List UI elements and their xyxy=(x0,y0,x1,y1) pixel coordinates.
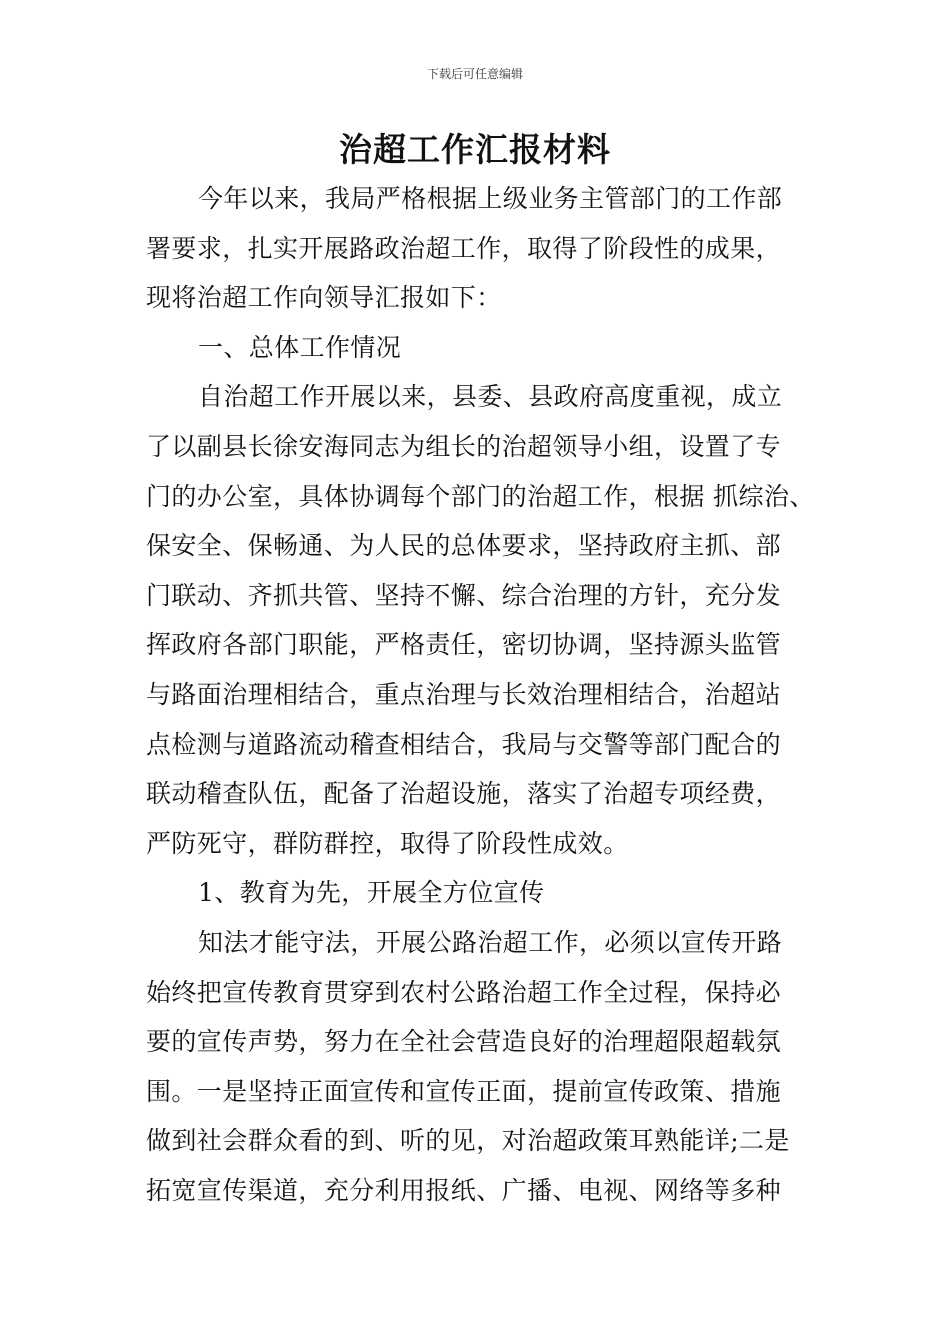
body-line: 始终把宣传教育贯穿到农村公路治超工作全过程，保持必 xyxy=(146,977,782,1007)
body-line: 知法才能守法，开展公路治超工作，必须以宣传开路 xyxy=(198,927,783,957)
body-line: 挥政府各部门职能，严格责任，密切协调，坚持源头监管 xyxy=(146,630,782,660)
body-line: 署要求，扎实开展路政治超工作，取得了阶段性的成果， xyxy=(146,233,782,263)
body-line: 今年以来，我局严格根据上级业务主管部门的工作部 xyxy=(198,184,783,213)
body-line: 严防死守，群防群控，取得了阶段性成效。 xyxy=(146,828,629,858)
body-line: 了以副县长徐安海同志为组长的治超领导小组，设置了专 xyxy=(146,431,782,461)
body-line: 与路面治理相结合，重点治理与长效治理相结合，治超站 xyxy=(146,679,782,709)
body-line: 门联动、齐抓共管、坚持不懈、综合治理的方针，充分发 xyxy=(146,580,782,610)
body-line: 门的办公室，具体协调每个部门的治超工作，根据 抓综治、 xyxy=(146,481,815,511)
body-line: 点检测与道路流动稽查相结合，我局与交警等部门配合的 xyxy=(146,729,782,759)
body-line: 自治超工作开展以来，县委、县政府高度重视，成立 xyxy=(198,382,783,412)
body-line: 围。一是坚持正面宣传和宣传正面，提前宣传政策、措施 xyxy=(146,1076,782,1106)
body-line: 1、教育为先，开展全方位宣传 xyxy=(198,878,545,908)
document-title: 治超工作汇报材料 xyxy=(339,130,611,169)
body-line: 保安全、保畅通、为人民的总体要求，坚持政府主抓、部 xyxy=(146,531,782,561)
body-line: 现将治超工作向领导汇报如下： xyxy=(146,283,502,313)
header-note: 下载后可任意编辑 xyxy=(426,67,523,81)
body-line: 联动稽查队伍，配备了治超设施，落实了治超专项经费， xyxy=(146,779,782,809)
document-body xyxy=(146,174,826,1215)
body-line: 要的宣传声势，努力在全社会营造良好的治理超限超载氛 xyxy=(146,1027,782,1057)
body-line: 一、总体工作情况 xyxy=(198,332,402,362)
body-line: 拓宽宣传渠道，充分利用报纸、广播、电视、网络等多种 xyxy=(146,1175,782,1205)
body-line: 做到社会群众看的到、听的见，对治超政策耳熟能详;二是 xyxy=(146,1126,790,1156)
